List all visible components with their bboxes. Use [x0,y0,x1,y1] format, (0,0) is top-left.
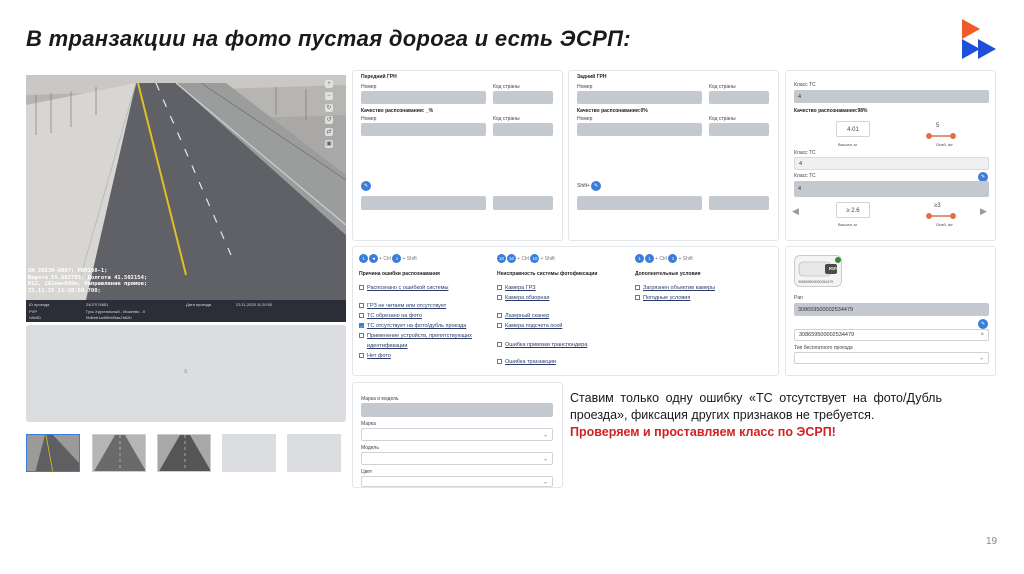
height-min-box: ≥ 2.6 [836,202,870,218]
class-top-field[interactable]: 4 [794,90,989,103]
camera-overlay-text: SN 2023O-0067; РВП108-1; Широта 55.662703, Долгота 41.502154; М12, 281км+849м, Направление прямое; 23.11.25 11:20:50.700; [28,268,148,294]
edit-icon[interactable]: ✎ [591,181,601,191]
prev-arrow-icon[interactable]: ◀ [792,206,799,216]
front-number-field-2[interactable] [361,123,486,136]
brand-model-field[interactable] [361,403,553,417]
thumbnail-4[interactable] [222,434,276,472]
rotate-left-icon[interactable]: ↺ [326,117,332,123]
flip-icon[interactable]: ⇄ [326,129,332,135]
height-value-box: 4.01 [836,121,870,137]
photo-tools [322,78,336,152]
zoom-in-icon[interactable]: + [325,80,333,88]
edit-icon[interactable]: ✎ [361,181,371,191]
front-plate-panel: Передний ГРН Номер Код страны Качество распознавания: _% Номер Код страны ✎ [352,70,563,241]
fault-plate-camera[interactable]: Камера ГРЗ [497,285,536,291]
brand-select[interactable] [361,428,553,441]
rear-result-country-field[interactable] [709,196,769,210]
rear-country-field[interactable] [709,91,769,104]
passage-info-bar: ID проезда 2407074851 PVP Гусь Хрустальный - Мокеево - II VANID f9dbeb1a4f0bbf3aa7b62b Дата проезда 23.11.2025 11:20:50 [26,300,346,322]
fault-transaction[interactable]: Ошибка транзакции [497,359,556,365]
vehicle-class-panel: Класс ТС 4 Качество распознавания:98% 4.01 5 Высота, м Осей, шт Класс ТС 4 Класс ТС ✎ 4 ◀ ▶ ≥ 2.6 ≥3 Высота, м Осей, шт [785,70,996,241]
thumbnail-2[interactable] [92,434,146,472]
brand-model-panel: Марка и модель Марка ⌄ Модель ⌄ Цвет ⌄ [352,382,563,488]
rear-result-field[interactable] [577,196,702,210]
thumbnail-3[interactable] [157,434,211,472]
slide-note-emphasis: Проверяем и проставляем класс по ЭСРП! [570,425,836,439]
chevron-down-icon: ⌄ [542,456,548,462]
fault-laser-scanner[interactable]: Лазерный сканер [497,313,549,319]
chevron-down-icon: ⌄ [542,432,548,438]
fault-axle-camera[interactable]: Камера подсчета осей [497,323,562,329]
rear-number-field[interactable] [577,91,702,104]
free-pass-type-select[interactable] [794,352,989,364]
error-blocking-devices[interactable]: Применение устройств, препятствующих [359,333,472,339]
chevron-down-icon: ⌄ [978,355,984,362]
axles-icon [924,131,958,141]
error-no-photo[interactable]: Нет фото [359,353,391,359]
clear-icon[interactable]: × [980,332,984,338]
model-select[interactable] [361,452,553,465]
pan-input[interactable]: 308659500002534479 × [794,329,989,341]
front-result-field[interactable] [361,196,486,210]
fault-transponder-binding[interactable]: Ошибка привязки транспондера [497,342,587,348]
transponder-device: ЮЛ 308659500000254479 [794,255,842,287]
class-field[interactable]: 4 [794,157,989,170]
condition-weather[interactable]: Погодные условия [635,295,690,301]
secondary-photo-area[interactable]: Х [26,325,346,422]
fault-overview-camera[interactable]: Камера обзорная [497,295,550,301]
rear-plate-panel: Задний ГРН Номер Код страны Качество распознавания:0% Номер Код страны Shift+ ✎ [568,70,779,241]
company-logo-icon [958,17,1002,61]
error-identification: идентификации [367,343,408,349]
transponder-panel: ЮЛ 308659500000254479 Pan 308659500002534479 ✎ 308659500002534479 × Тип бесплатного проезда ⌄ [785,246,996,376]
rear-number-field-2[interactable] [577,123,702,136]
front-country-field-2[interactable] [493,123,553,136]
slide-title: В транзакции на фото пустая дорога и есть ЭСРП: [26,26,631,51]
pan-display-field[interactable]: 308659500002534479 [794,303,989,316]
thumbnail-1[interactable] [26,434,80,472]
axles-value: 5 [936,123,940,129]
front-country-field[interactable] [493,91,553,104]
zoom-out-icon[interactable]: − [325,92,333,100]
front-result-country-field[interactable] [493,196,553,210]
next-arrow-icon[interactable]: ▶ [980,206,987,216]
front-number-field[interactable] [361,91,486,104]
hotkeys-col3: 1 1 + Ctrl 1 + Shift [635,254,693,263]
color-select[interactable] [361,476,553,487]
rear-country-field-2[interactable] [709,123,769,136]
hotkeys-col1: 1 ◄ + Ctrl 1 + Shift [359,254,417,263]
axles-icon [924,211,958,221]
error-recognized-with-system-error[interactable]: Распознано с ошибкой системы [359,285,448,291]
axles-min-value: ≥3 [934,203,941,209]
slide-note: Ставим только одну ошибку «ТС отсутствует на фото/Дубль проезда», фиксация других признаков не требуется. Проверяем и проставляем класс по ЭСРП! [570,391,942,439]
error-vehicle-absent[interactable]: ✓ ТС отсутствует на фото/дубль проезда [360,323,467,330]
thumbnail-5[interactable] [287,434,341,472]
edit-icon[interactable]: ✎ [978,319,988,329]
condition-dirty-lens[interactable]: Загрязнен объектив камеры [635,285,715,291]
road-image-icon [26,75,346,300]
errors-panel: 1 ◄ + Ctrl 1 + Shift 10 10 + Ctrl 10 + Shift 1 1 + Ctrl 1 + Shift Причина ошибки распознавания Распознано с ошибкой системы ГРЗ не читаем или отсутствует ТС обрезано на фото ✓ ТС отсутствует на фото/дубль проезда Применение устройств, препятствующих идентификации Нет фото Неисправность системы фотофиксации Камера ГРЗ Камера обзорная Лазерный сканер Камера подсчета осей Ошибка привязки транспондера Ошибка транзакции Дополнительные условия Загрязнен объектив камеры Погодные условия [352,246,779,376]
chevron-down-icon: ⌄ [542,479,548,485]
fit-icon[interactable]: ▣ [326,141,332,147]
class-select-field[interactable]: 4 [794,181,989,197]
error-vehicle-cropped[interactable]: ТС обрезано на фото [359,313,422,319]
edit-icon[interactable]: ✎ [978,172,988,182]
error-plate-unreadable[interactable]: ГРЗ не читаем или отсутствует [359,303,446,309]
hotkeys-col2: 10 10 + Ctrl 10 + Shift [498,255,555,262]
rotate-icon[interactable]: ↻ [326,105,332,111]
camera-photo[interactable] [26,75,346,300]
page-number: 19 [986,536,998,547]
